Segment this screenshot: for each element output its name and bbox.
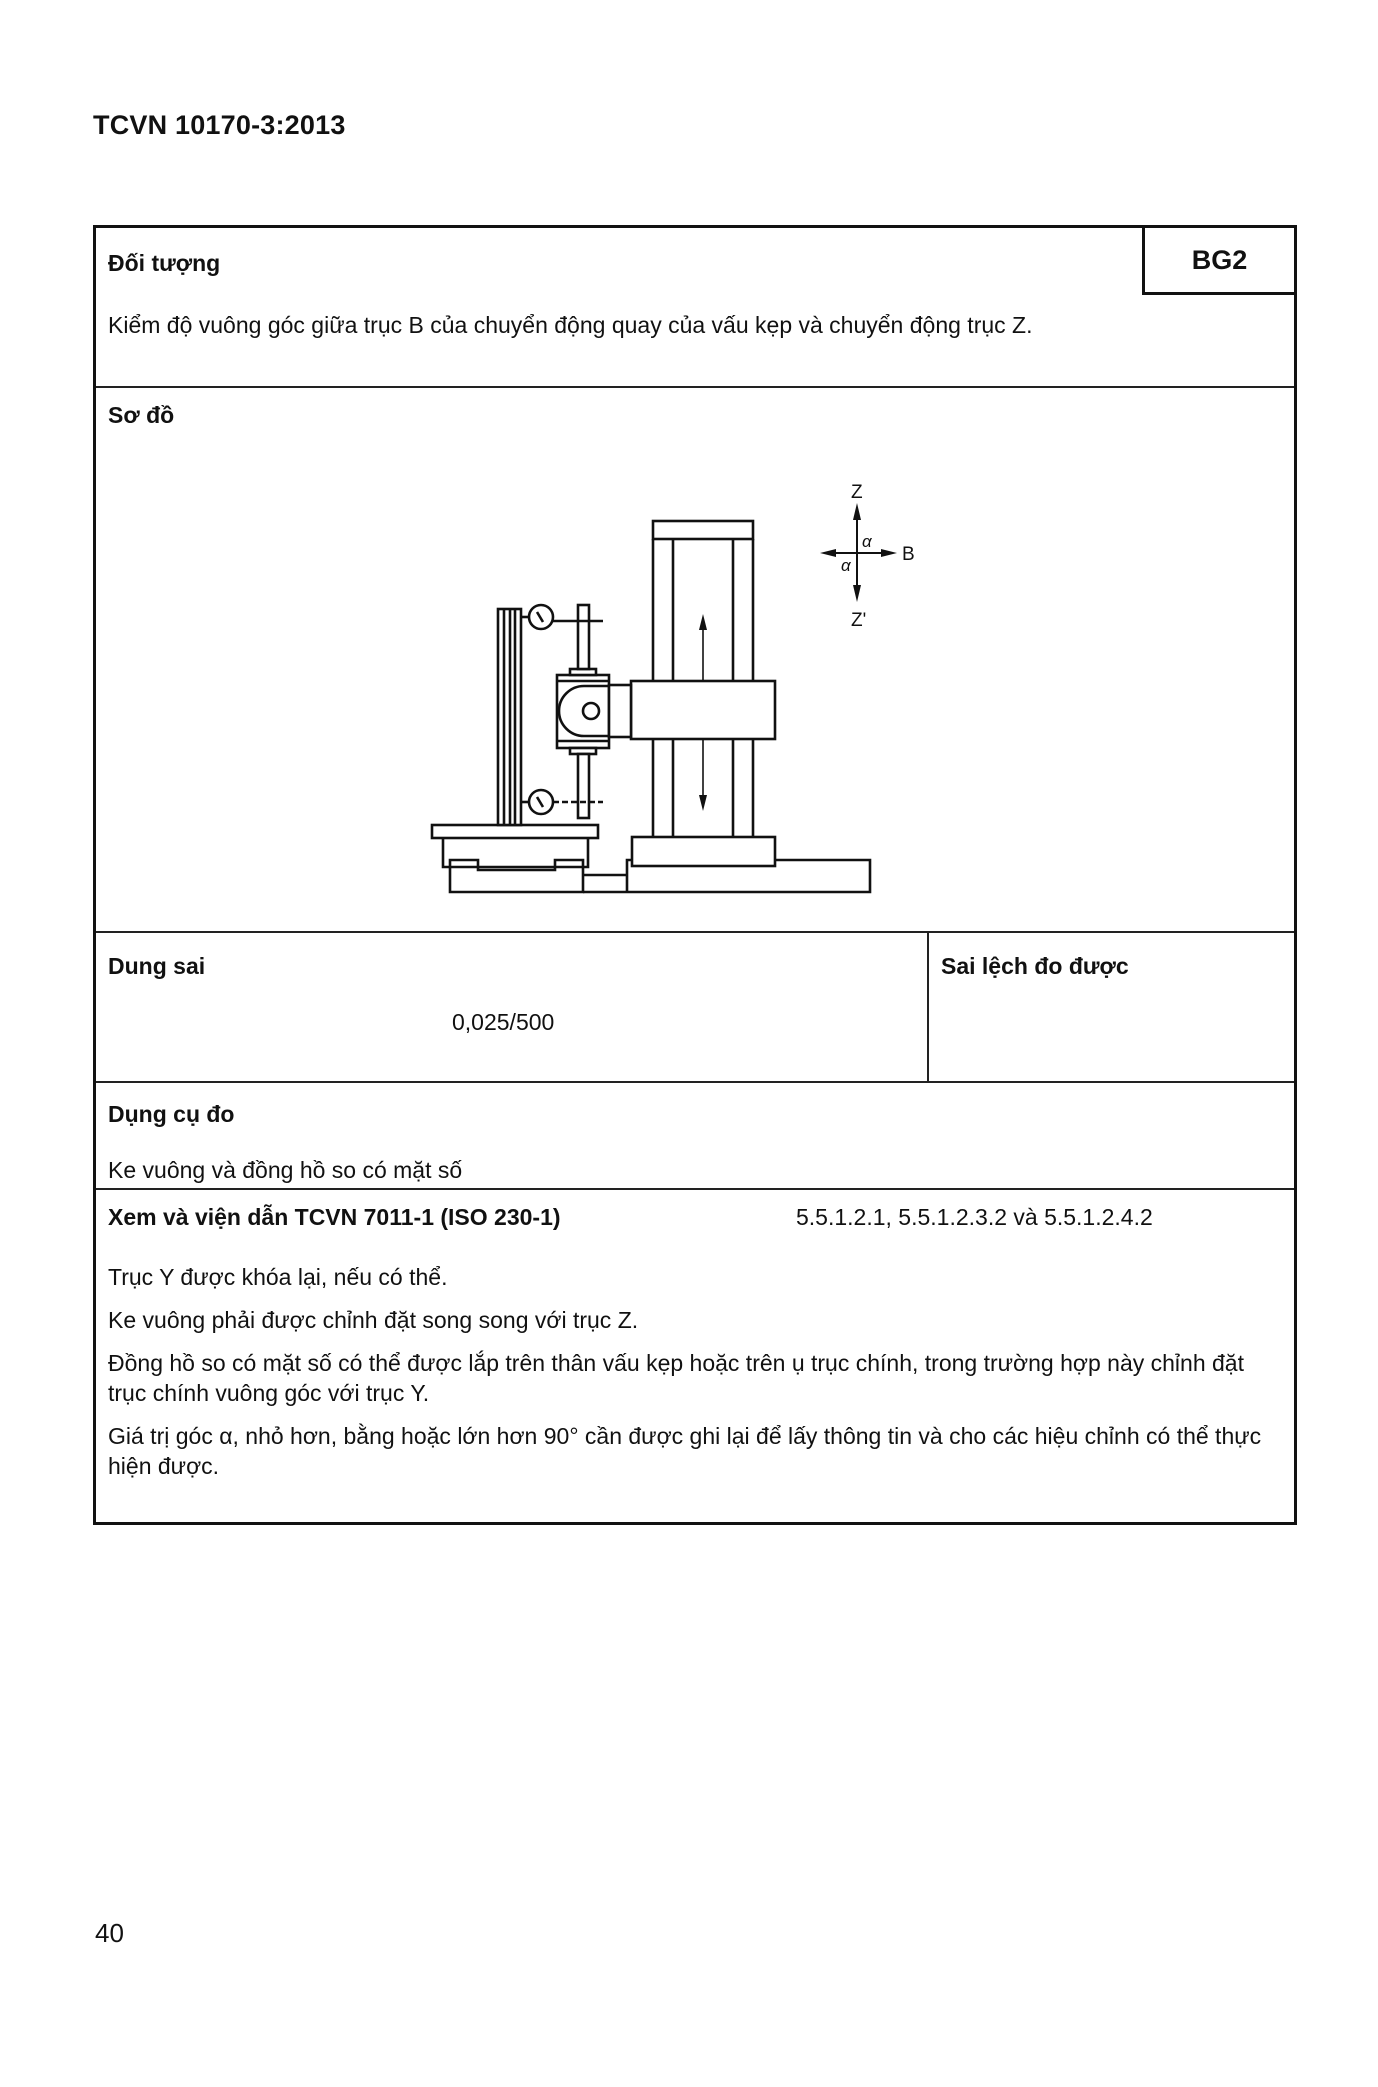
object-text: Kiểm độ vuông góc giữa trục B của chuyển động quay của vấu kẹp và chuyển động trục Z. (108, 312, 1033, 338)
diagram-section (96, 388, 1294, 933)
diagram-label: Sơ đồ (108, 402, 175, 428)
axis-indicator (820, 482, 915, 631)
rotary-clamp-head (557, 605, 631, 818)
page-number: 40 (95, 1918, 124, 1948)
note-item: Trục Y được khóa lại, nếu có thể. (108, 1264, 448, 1290)
object-label: Đối tượng (108, 250, 221, 276)
test-code-badge: BG2 (1142, 225, 1297, 295)
standard-code: TCVN 10170-3:2013 (93, 110, 346, 140)
test-sheet-table (93, 225, 1297, 1525)
alpha-label-lower: α (841, 556, 851, 575)
tolerance-section (96, 933, 1294, 1083)
notes-list (108, 1262, 1282, 1494)
note-item: Giá trị góc α, nhỏ hơn, bằng hoặc lớn hơn 90° cần được ghi lại để lấy thông tin và cho các hiệu chỉnh có thể thực hiện được. (108, 1423, 1262, 1479)
alpha-label-upper: α (862, 532, 872, 551)
machine-diagram (96, 388, 1294, 931)
worktable (432, 825, 598, 892)
square-gauge (498, 609, 521, 825)
instruments-section (96, 1083, 1294, 1190)
dial-gauge-lower (521, 790, 603, 814)
object-section (96, 228, 1294, 388)
instruments-text: Ke vuông và đồng hồ so có mặt số (108, 1157, 463, 1183)
spindle-ram (631, 681, 775, 739)
dial-gauge-upper (521, 605, 603, 629)
tolerance-label: Dung sai (108, 953, 206, 979)
note-item: Ke vuông phải được chỉnh đặt song song với trục Z. (108, 1307, 639, 1333)
reference-section (96, 1190, 1294, 1522)
axis-b-label: B (902, 544, 915, 565)
measured-deviation-field[interactable] (941, 1009, 1271, 1049)
tolerance-value: 0,025/500 (452, 1009, 555, 1035)
column-base (632, 837, 775, 866)
column-divider (927, 933, 929, 1081)
axis-z-label: Z (851, 482, 863, 503)
reference-clauses: 5.5.1.2.1, 5.5.1.2.3.2 và 5.5.1.2.4.2 (796, 1204, 1153, 1230)
axis-z-prime-label: Z' (851, 610, 867, 631)
reference-label: Xem và viện dẫn TCVN 7011-1 (ISO 230-1) (108, 1204, 561, 1230)
measured-deviation-label: Sai lệch đo được (941, 953, 1129, 979)
instruments-label: Dụng cụ đo (108, 1101, 235, 1127)
note-item: Đồng hồ so có mặt số có thể được lắp trên thân vấu kẹp hoặc trên ụ trục chính, trong trường hợp này chỉnh đặt trục chính vuông góc với trục Y. (108, 1350, 1244, 1406)
